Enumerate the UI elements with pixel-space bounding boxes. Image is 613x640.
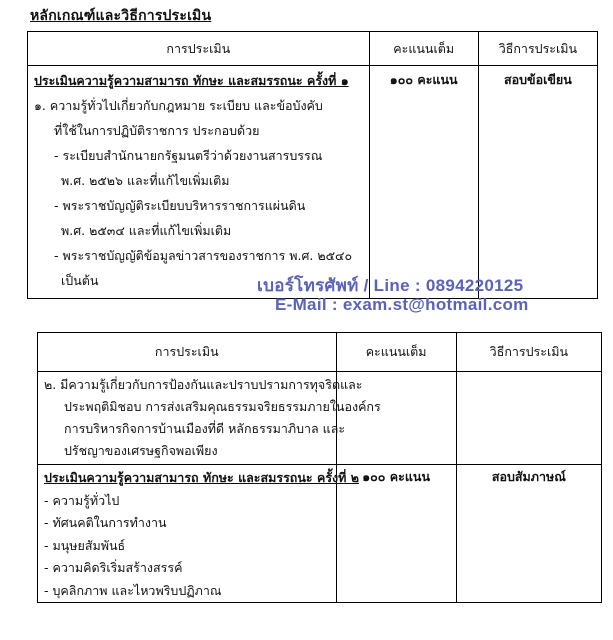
header-full-score: คะแนนเต็ม [336, 333, 456, 372]
list-item: ๒. มีความรู้เกี่ยวกับการป้องกันและปราบปรามการทุจริตและ [44, 377, 363, 392]
evaluation-table-2 [37, 332, 602, 603]
round1-score: ๑๐๐ คะแนน [369, 66, 478, 299]
evaluation-content [28, 66, 370, 299]
round2-content [38, 465, 359, 603]
contact-phone-line: เบอร์โทรศัพท์ / Line : 0894220125 [257, 276, 524, 295]
round1-method: สอบข้อเขียน [478, 66, 597, 299]
list-item: ที่ใช้ในการปฏิบัติราชการ ประกอบด้วย [54, 123, 260, 138]
header-method: วิธีการประเมิน [456, 333, 601, 372]
header-evaluation: การประเมิน [38, 333, 337, 372]
list-item: ๑. ความรู้ทั่วไปเกี่ยวกับกฎหมาย ระเบียบ และข้อบังคับ [34, 98, 323, 113]
list-item: - ความคิดริเริ่มสร้างสรรค์ [44, 560, 183, 575]
header-full-score: คะแนนเต็ม [369, 32, 478, 66]
table-header-row [38, 333, 602, 372]
list-item: - บุคลิกภาพ และไหวพริบปฏิภาณ [44, 582, 222, 598]
header-evaluation: การประเมิน [28, 32, 370, 66]
list-item: ปรัชญาของเศรษฐกิจพอเพียง [64, 443, 218, 458]
list-item: - ทัศนคติในการทำงาน [44, 515, 167, 530]
list-item: ประพฤติมิชอบ การส่งเสริมคุณธรรมจริยธรรมภายในองค์กร [64, 399, 381, 414]
header-method: วิธีการประเมิน [478, 32, 597, 66]
list-item: - ความรู้ทั่วไป [44, 492, 120, 508]
page-heading: หลักเกณฑ์และวิธีการประเมิน [30, 8, 212, 24]
list-item: พ.ศ. ๒๕๒๖ และที่แก้ไขเพิ่มเติม [61, 173, 230, 188]
list-item: การบริหารกิจการบ้านเมืองที่ดี หลักธรรมาภิบาล และ [64, 421, 346, 436]
list-item: - พระราชบัญญัติข้อมูลข่าวสารของราชการ พ.ศ. ๒๕๔๐ [54, 248, 353, 263]
contact-email-line: E-Mail : exam.st@hotmail.com [275, 295, 529, 314]
table-header-row [28, 32, 598, 66]
list-item: - ระเบียบสำนักนายกรัฐมนตรีว่าด้วยงานสารบรรณ [54, 148, 323, 163]
item2-content [38, 372, 381, 465]
round2-title: ประเมินความรู้ความสามารถ ทักษะ และสมรรถนะ ครั้งที่ ๒ [44, 470, 359, 485]
list-item: - มนุษยสัมพันธ์ [44, 537, 126, 553]
round1-title: ประเมินความรู้ความสามารถ ทักษะ และสมรรถนะ ครั้งที่ ๑ [34, 73, 349, 88]
table-row [38, 372, 602, 465]
round2-score: ๑๐๐ คะแนน [336, 465, 456, 603]
table-row [38, 465, 602, 603]
list-item: เป็นต้น [61, 273, 99, 288]
list-item: พ.ศ. ๒๕๓๔ และที่แก้ไขเพิ่มเติม [61, 223, 232, 238]
round2-method: สอบสัมภาษณ์ [456, 465, 601, 603]
evaluation-table-1 [27, 31, 598, 299]
table-row [28, 66, 598, 299]
empty-cell [456, 372, 601, 465]
list-item: - พระราชบัญญัติระเบียบบริหารราชการแผ่นดิน [54, 198, 306, 213]
